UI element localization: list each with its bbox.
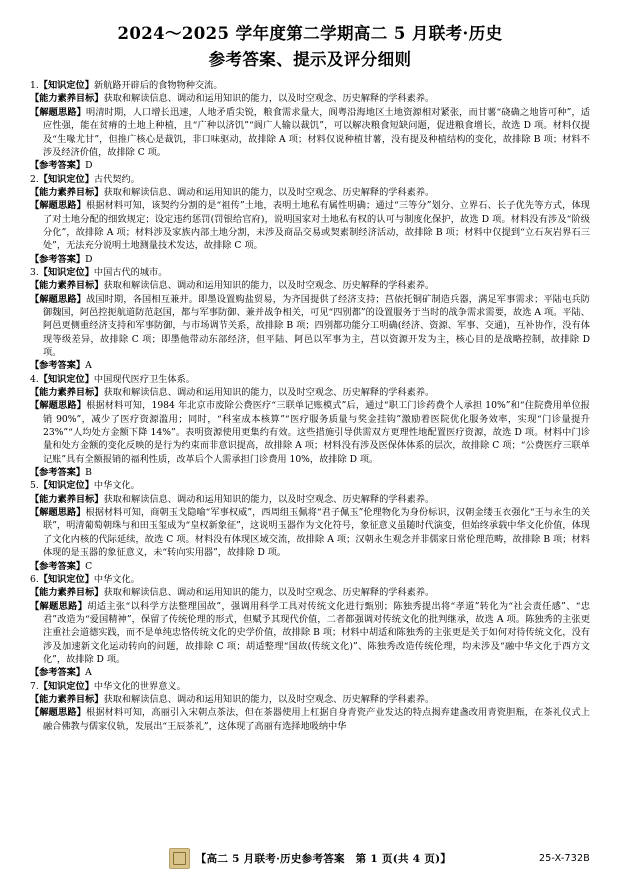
question-block-6 <box>30 573 590 680</box>
answer-line <box>30 466 590 479</box>
analysis-line <box>30 600 590 667</box>
knowledge-label: 【知识定位】 <box>38 680 94 692</box>
analysis-text: 战国时期，各国相互兼并。即墨设置购盐贸易，为齐国提供了经济支持；莒依托铜矿制造兵器，满足军事需求；平陆屯兵防御魏国，阿邑控扼航道防范赵国，都与军事防御、兼并战争相关，可见“四别都”的设置服务于当时的战争需求需要，故选 A 项。平陆、阿邑更侧重经济支持和军事防御，与市场调节关系，故排除 B 项；四别都功能分工明确(经济、资源、军事、交通)，互补协作，没有体现等级差异，故排除 C 项；即墨他带动东部经济，但平陆、阿邑以军事为主，莒以资源开发为主，核心目的是战略控制，故排除 D 项。 <box>43 293 590 359</box>
ability-text: 获取和解读信息、调动和运用知识的能力，以及时空观念、历史解释的学科素养。 <box>103 186 435 198</box>
answer-value: A <box>85 360 92 372</box>
ability-line <box>30 586 590 599</box>
question-block-1 <box>30 79 590 172</box>
ability-label: 【能力素养目标】 <box>30 186 104 198</box>
ability-label: 【能力素养目标】 <box>30 93 104 105</box>
question-block-7 <box>30 680 590 733</box>
answers-content <box>30 79 590 733</box>
question-number: 6. <box>30 573 39 585</box>
question-block-3 <box>30 266 590 373</box>
knowledge-line <box>30 373 590 386</box>
answer-label: 【参考答案】 <box>30 360 86 372</box>
answer-label: 【参考答案】 <box>30 560 86 572</box>
ability-line <box>30 92 590 105</box>
footer-text: 【高二 5 月联考·历史参考答案 第 1 页(共 4 页)】 <box>195 852 452 865</box>
analysis-label: 【解题思路】 <box>30 200 86 212</box>
knowledge-line <box>30 173 590 186</box>
knowledge-label: 【知识定位】 <box>38 373 94 385</box>
page-footer <box>0 845 620 871</box>
knowledge-text: 中华文化。 <box>93 480 140 492</box>
page-title-line2: 参考答案、提示及评分细则 <box>208 49 412 69</box>
knowledge-text: 中华文化。 <box>93 573 140 585</box>
knowledge-line <box>30 266 590 279</box>
analysis-text: 根据材料可知，高丽引入宋朝点茶法，但在茶器使用上杠据自身青瓷产业发达的特点揭弃建盏改用青瓷胆瓶，在茶礼仪式上融合佛教与儒家仪轨，发展出“王辰茶礼”，这体现了高丽有选择地吸纳中华 <box>43 707 590 732</box>
ability-line <box>30 693 590 706</box>
ability-label: 【能力素养目标】 <box>30 387 104 399</box>
knowledge-text: 中国古代的城市。 <box>93 266 168 278</box>
question-number: 7. <box>30 680 39 692</box>
question-number: 3. <box>30 266 39 278</box>
analysis-line <box>30 199 590 252</box>
analysis-label: 【解题思路】 <box>30 106 86 118</box>
answer-line <box>30 666 590 679</box>
knowledge-line <box>30 680 590 693</box>
analysis-text: 根据材料可知，该契约分割的是“祖传”土地，表明土地私有属性明确；通过“三等分”划分、立界石、长子优先等方式，体现了对土地分配的细致规定；设定违约惩罚(罚银给官府)，说明国家对土地私有权的认可与制度化保护，故选 D 项。材料没有涉及“阶级分化”，故排除 A 项；材料涉及家族内部土地分割，未涉及商品交易或契素制经济活动，故排除 B 项；材料中仅提到“立石灰岩界石三处”，无法充分说明土地测量技术发达，故排除 C 项。 <box>43 200 590 252</box>
analysis-line <box>30 106 590 159</box>
analysis-text: 根据材料可知，1984 年北京市废除公费医疗“三联单记账模式”后，通过“职工门诊药费个人承担 10%”和“住院费用单位报销 90%”，减少了医疗资源滥用；同时，“科室成本核算”“医疗服务质量与奖金挂钩”激励着医院优化服务效率，实现“门诊量提升 23%”“人均处方金额下降 14%”。表明资源使用更集约有效。这些措施引导供需双方更理性地配置医疗资源，故选 D 项。材料中门诊量和处方金额的变化反映的是行为约束而非意识提高，故排除 A 项；材料没有涉及医保体体系的层次，故排除 C 项；“公费医疗三联单记账”具有全额报销的福利性质，改革后个人需承担门诊费用 10%，故排除 D 项。 <box>43 400 590 465</box>
ability-text: 获取和解读信息、调动和运用知识的能力，以及时空观念、历史解释的学科素养。 <box>103 387 435 399</box>
answer-label: 【参考答案】 <box>30 253 86 265</box>
answer-line <box>30 253 590 266</box>
ability-line <box>30 186 590 199</box>
analysis-label: 【解题思路】 <box>30 600 88 612</box>
question-block-4 <box>30 373 590 480</box>
analysis-label: 【解题思路】 <box>30 293 87 305</box>
answer-value: D <box>85 160 93 172</box>
answer-value: C <box>85 560 93 572</box>
knowledge-label: 【知识定位】 <box>38 80 94 92</box>
footer-paper-code: 25-X-732B <box>539 852 590 864</box>
analysis-line <box>30 293 590 360</box>
question-number: 5. <box>30 480 39 492</box>
knowledge-label: 【知识定位】 <box>38 173 94 185</box>
analysis-line <box>30 706 590 733</box>
analysis-label: 【解题思路】 <box>30 507 86 519</box>
answer-line <box>30 359 590 372</box>
ability-text: 获取和解读信息、调动和运用知识的能力，以及时空观念、历史解释的学科素养。 <box>103 493 435 505</box>
question-number: 4. <box>30 373 39 385</box>
knowledge-text: 古代契约。 <box>93 173 140 185</box>
analysis-text: 明清时期，人口增长迅速，人地矛盾尖锐，粮食需求量大，阆粤沿海地区土地资源相对紧张，而甘薯“硗确之地皆可种”，适应性强，能在贫瘠的土地上种植，且“广种以济饥”“阆广人输以裁饥”，可以解决粮食短缺问题，促进粮食增长，故选 D 项。材料仅提及“生喙尤甘”，但推广核心是裁饥，非口味驱动，故排除 A 项；材料仅说种植甘薯，没有提及种植结构的变化，故排除 B 项；材料不涉及经济价值，故排除 C 项。 <box>43 106 590 158</box>
answer-value: D <box>85 253 93 265</box>
question-number: 1. <box>30 80 39 92</box>
knowledge-label: 【知识定位】 <box>38 480 94 492</box>
ability-text: 获取和解读信息、调动和运用知识的能力，以及时空观念、历史解释的学科素养。 <box>103 693 435 705</box>
question-number: 2. <box>30 173 39 185</box>
knowledge-line <box>30 79 590 92</box>
analysis-line <box>30 506 590 559</box>
exam-logo-icon <box>169 848 190 869</box>
knowledge-text: 新航路开辟后的食物物种交流。 <box>93 80 223 92</box>
knowledge-text: 中华文化的世界意义。 <box>93 680 186 692</box>
knowledge-text: 中国现代医疗卫生体系。 <box>93 373 195 385</box>
ability-label: 【能力素养目标】 <box>30 493 104 505</box>
answer-label: 【参考答案】 <box>30 160 86 172</box>
analysis-text: 胡适主张“以科学方法整理国故”，强调用科学工具对传统文化进行甄别；陈独秀提出将“孝道”转化为“社会责任感”、“忠君”改造为“爱国精神”，保留了传统伦理的形式，但赋予其现代价值，二者都强调对传统文化的批判继承，故选 A 项。陈独秀的主张更注重社会道德实践，而不是单纯忠恪传统文化的史学价值，故排除 B 项；材料中胡适和陈独秀的主张更是关于如何对待传统文化，没有涉及加速新文化运动转向的问题，故排除 C 项；胡适整理“国故(传统文化)”、陈独秀改造传统伦理，均未涉及“融中华文化于西方文化”，故排除 D 项。 <box>43 600 590 665</box>
answer-value: B <box>85 467 92 479</box>
analysis-text: 根据材料可知，商朝玉戈隐喻“军事权威”，西周组玉佩将“君子佩玉”伦理物化为身份标识，汉朝金缕玉衣强化“王与永生的关联”，明清葡萄朝珠与和田玉玺成为“皇权新象征”，这说明玉器作为文化符号，象征意义虽随时代演变，但始终承载中华文化价值，体现了文化内核的代际延续，故选 C 项。材料没有体现区域交流，故排除 A 项；汉朝永生观念并非儒家日常伦理范畴，故排除 B 项；材料体现的是玉器的象征意义，未“转向实用器”，故排除 D 项。 <box>43 507 591 559</box>
answer-label: 【参考答案】 <box>30 667 86 679</box>
analysis-line <box>30 399 590 466</box>
answer-label: 【参考答案】 <box>30 467 86 479</box>
knowledge-label: 【知识定位】 <box>38 573 94 585</box>
question-block-5 <box>30 479 590 572</box>
knowledge-label: 【知识定位】 <box>38 266 94 278</box>
question-block-2 <box>30 173 590 266</box>
analysis-label: 【解题思路】 <box>30 400 87 412</box>
ability-label: 【能力素养目标】 <box>30 693 104 705</box>
knowledge-line <box>30 573 590 586</box>
answer-line <box>30 560 590 573</box>
ability-text: 获取和解读信息、调动和运用知识的能力，以及时空观念、历史解释的学科素养。 <box>103 93 435 105</box>
page-title-line1: 2024～2025 学年度第二学期高二 5 月联考·历史 <box>117 24 503 43</box>
ability-text: 获取和解读信息、调动和运用知识的能力，以及时空观念、历史解释的学科素养。 <box>103 280 435 292</box>
ability-label: 【能力素养目标】 <box>30 280 104 292</box>
ability-line <box>30 386 590 399</box>
knowledge-line <box>30 479 590 492</box>
ability-label: 【能力素养目标】 <box>30 587 104 599</box>
ability-line <box>30 279 590 292</box>
ability-text: 获取和解读信息、调动和运用知识的能力，以及时空观念、历史解释的学科素养。 <box>103 587 435 599</box>
answer-value: A <box>85 667 92 679</box>
analysis-label: 【解题思路】 <box>30 707 87 719</box>
ability-line <box>30 493 590 506</box>
answer-line <box>30 159 590 172</box>
